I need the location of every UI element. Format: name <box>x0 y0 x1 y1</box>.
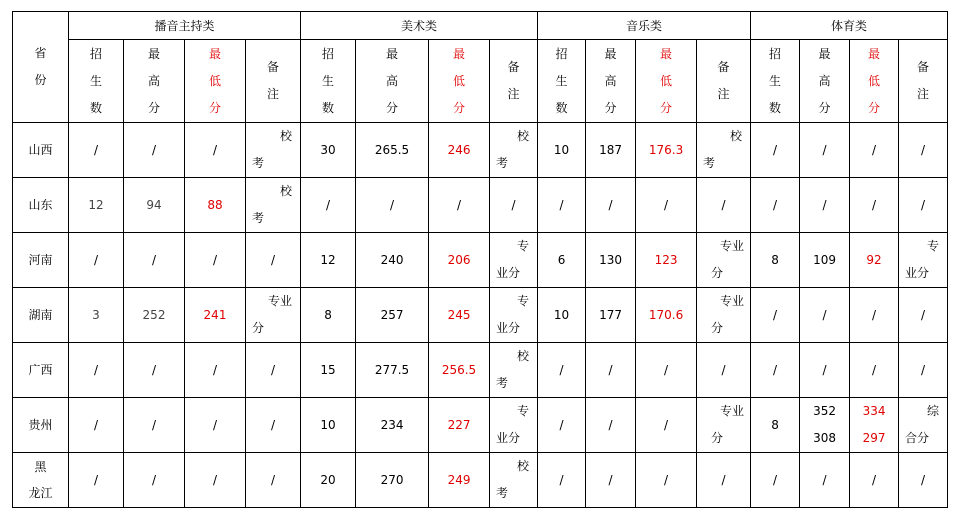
cell-min: / <box>185 233 246 288</box>
cell-enroll: / <box>69 233 124 288</box>
subheader-max: 最 高 分 <box>586 40 636 123</box>
cell-min: / <box>185 398 246 453</box>
cell-min: 206 <box>429 233 490 288</box>
cell-min: / <box>850 123 899 178</box>
cell-note: / <box>899 288 948 343</box>
cell-note: 专 业分 <box>490 288 538 343</box>
table-row <box>13 123 948 178</box>
cell-max: / <box>356 178 429 233</box>
cell-max: / <box>124 398 185 453</box>
cell-min: / <box>185 453 246 508</box>
cell-min: 241 <box>185 288 246 343</box>
cell-max: / <box>586 343 636 398</box>
cell-max: / <box>586 178 636 233</box>
cell-note: 综 合分 <box>899 398 948 453</box>
cell-enroll: / <box>538 398 586 453</box>
cell-max: / <box>800 343 850 398</box>
cell-max: 352 308 <box>800 398 850 453</box>
cell-note: 专业 分 <box>697 233 751 288</box>
cell-min: 245 <box>429 288 490 343</box>
cell-enroll: 10 <box>301 398 356 453</box>
cell-note: 专 业分 <box>490 233 538 288</box>
cell-max: / <box>800 123 850 178</box>
cell-min: / <box>636 398 697 453</box>
subheader-note: 备 注 <box>899 40 948 123</box>
subheader-max: 最 高 分 <box>800 40 850 123</box>
subheader-min: 最 低 分 <box>636 40 697 123</box>
subheader-max: 最 高 分 <box>124 40 185 123</box>
cell-enroll: / <box>69 123 124 178</box>
table-row <box>13 288 948 343</box>
admission-score-table <box>12 11 948 508</box>
cell-max: 240 <box>356 233 429 288</box>
category-sports: 体育类 <box>751 12 948 40</box>
cell-note: 校 考 <box>246 123 301 178</box>
cell-enroll: / <box>538 178 586 233</box>
cell-max: / <box>124 343 185 398</box>
category-broadcasting: 播音主持类 <box>69 12 301 40</box>
cell-enroll: 12 <box>301 233 356 288</box>
province-cell: 山西 <box>13 123 69 178</box>
province-header: 省 份 <box>13 12 69 123</box>
subheader-enroll: 招 生 数 <box>69 40 124 123</box>
cell-note: / <box>899 453 948 508</box>
table-row <box>13 233 948 288</box>
cell-max: 130 <box>586 233 636 288</box>
cell-enroll: / <box>751 288 800 343</box>
cell-min: 249 <box>429 453 490 508</box>
subheader-enroll: 招 生 数 <box>301 40 356 123</box>
subheader-min: 最 低 分 <box>429 40 490 123</box>
cell-min: 123 <box>636 233 697 288</box>
cell-note: 专 业分 <box>899 233 948 288</box>
cell-max: / <box>124 123 185 178</box>
cell-max: 187 <box>586 123 636 178</box>
cell-max: / <box>586 398 636 453</box>
cell-max: / <box>124 453 185 508</box>
cell-max: 94 <box>124 178 185 233</box>
cell-min: / <box>636 178 697 233</box>
province-cell: 广西 <box>13 343 69 398</box>
subheader-min: 最 低 分 <box>185 40 246 123</box>
cell-min: / <box>429 178 490 233</box>
cell-min: / <box>850 288 899 343</box>
province-cell: 河南 <box>13 233 69 288</box>
cell-max: 265.5 <box>356 123 429 178</box>
cell-enroll: / <box>751 453 800 508</box>
cell-min: / <box>850 178 899 233</box>
cell-min: / <box>185 343 246 398</box>
table-row <box>13 453 948 508</box>
province-cell: 贵州 <box>13 398 69 453</box>
cell-note: 校 考 <box>490 453 538 508</box>
cell-enroll: / <box>301 178 356 233</box>
table-row <box>13 178 948 233</box>
cell-note: 校 考 <box>246 178 301 233</box>
cell-note: / <box>899 178 948 233</box>
cell-enroll: / <box>751 343 800 398</box>
cell-note: 校 考 <box>490 343 538 398</box>
cell-max: / <box>800 178 850 233</box>
subheader-enroll: 招 生 数 <box>751 40 800 123</box>
cell-min: 88 <box>185 178 246 233</box>
cell-note: / <box>899 123 948 178</box>
cell-note: 专业 分 <box>697 288 751 343</box>
cell-enroll: / <box>69 453 124 508</box>
cell-max: 257 <box>356 288 429 343</box>
cell-enroll: 15 <box>301 343 356 398</box>
category-art: 美术类 <box>301 12 538 40</box>
category-music: 音乐类 <box>538 12 751 40</box>
cell-max: / <box>124 233 185 288</box>
cell-max: 270 <box>356 453 429 508</box>
cell-enroll: / <box>69 343 124 398</box>
cell-min: 227 <box>429 398 490 453</box>
table-row <box>13 398 948 453</box>
cell-min: / <box>850 343 899 398</box>
cell-note: 校 考 <box>697 123 751 178</box>
province-cell: 黑 龙江 <box>13 453 69 508</box>
cell-enroll: 10 <box>538 123 586 178</box>
subheader-note: 备 注 <box>697 40 751 123</box>
cell-note: / <box>246 233 301 288</box>
cell-min: 334 297 <box>850 398 899 453</box>
subheader-enroll: 招 生 数 <box>538 40 586 123</box>
cell-min: 92 <box>850 233 899 288</box>
subheader-min: 最 低 分 <box>850 40 899 123</box>
cell-note: 专业 分 <box>697 398 751 453</box>
cell-enroll: / <box>538 453 586 508</box>
cell-note: / <box>246 453 301 508</box>
subheader-max: 最 高 分 <box>356 40 429 123</box>
subheader-note: 备 注 <box>246 40 301 123</box>
cell-min: / <box>636 453 697 508</box>
cell-note: / <box>899 343 948 398</box>
cell-note: / <box>697 453 751 508</box>
cell-enroll: 8 <box>751 398 800 453</box>
cell-note: 专 业分 <box>490 398 538 453</box>
cell-min: 176.3 <box>636 123 697 178</box>
cell-enroll: 3 <box>69 288 124 343</box>
cell-min: / <box>636 343 697 398</box>
cell-note: / <box>697 178 751 233</box>
cell-note: / <box>246 343 301 398</box>
province-cell: 山东 <box>13 178 69 233</box>
cell-enroll: 30 <box>301 123 356 178</box>
cell-min: 246 <box>429 123 490 178</box>
cell-min: / <box>850 453 899 508</box>
cell-max: / <box>586 453 636 508</box>
cell-enroll: / <box>538 343 586 398</box>
cell-max: / <box>800 453 850 508</box>
cell-note: / <box>490 178 538 233</box>
cell-max: 277.5 <box>356 343 429 398</box>
cell-max: 109 <box>800 233 850 288</box>
cell-enroll: 10 <box>538 288 586 343</box>
cell-enroll: 20 <box>301 453 356 508</box>
cell-note: / <box>697 343 751 398</box>
province-cell: 湖南 <box>13 288 69 343</box>
subheader-note: 备 注 <box>490 40 538 123</box>
cell-max: 234 <box>356 398 429 453</box>
cell-max: / <box>800 288 850 343</box>
cell-min: 256.5 <box>429 343 490 398</box>
cell-enroll: 8 <box>751 233 800 288</box>
cell-max: 177 <box>586 288 636 343</box>
cell-max: 252 <box>124 288 185 343</box>
sub-header-row <box>13 40 948 123</box>
cell-min: / <box>185 123 246 178</box>
cell-min: 170.6 <box>636 288 697 343</box>
cell-enroll: / <box>751 178 800 233</box>
cell-enroll: 12 <box>69 178 124 233</box>
cell-enroll: 6 <box>538 233 586 288</box>
cell-enroll: / <box>69 398 124 453</box>
table-row <box>13 343 948 398</box>
cell-note: 校 考 <box>490 123 538 178</box>
cell-note: / <box>246 398 301 453</box>
cell-enroll: / <box>751 123 800 178</box>
cell-note: 专业 分 <box>246 288 301 343</box>
cell-enroll: 8 <box>301 288 356 343</box>
